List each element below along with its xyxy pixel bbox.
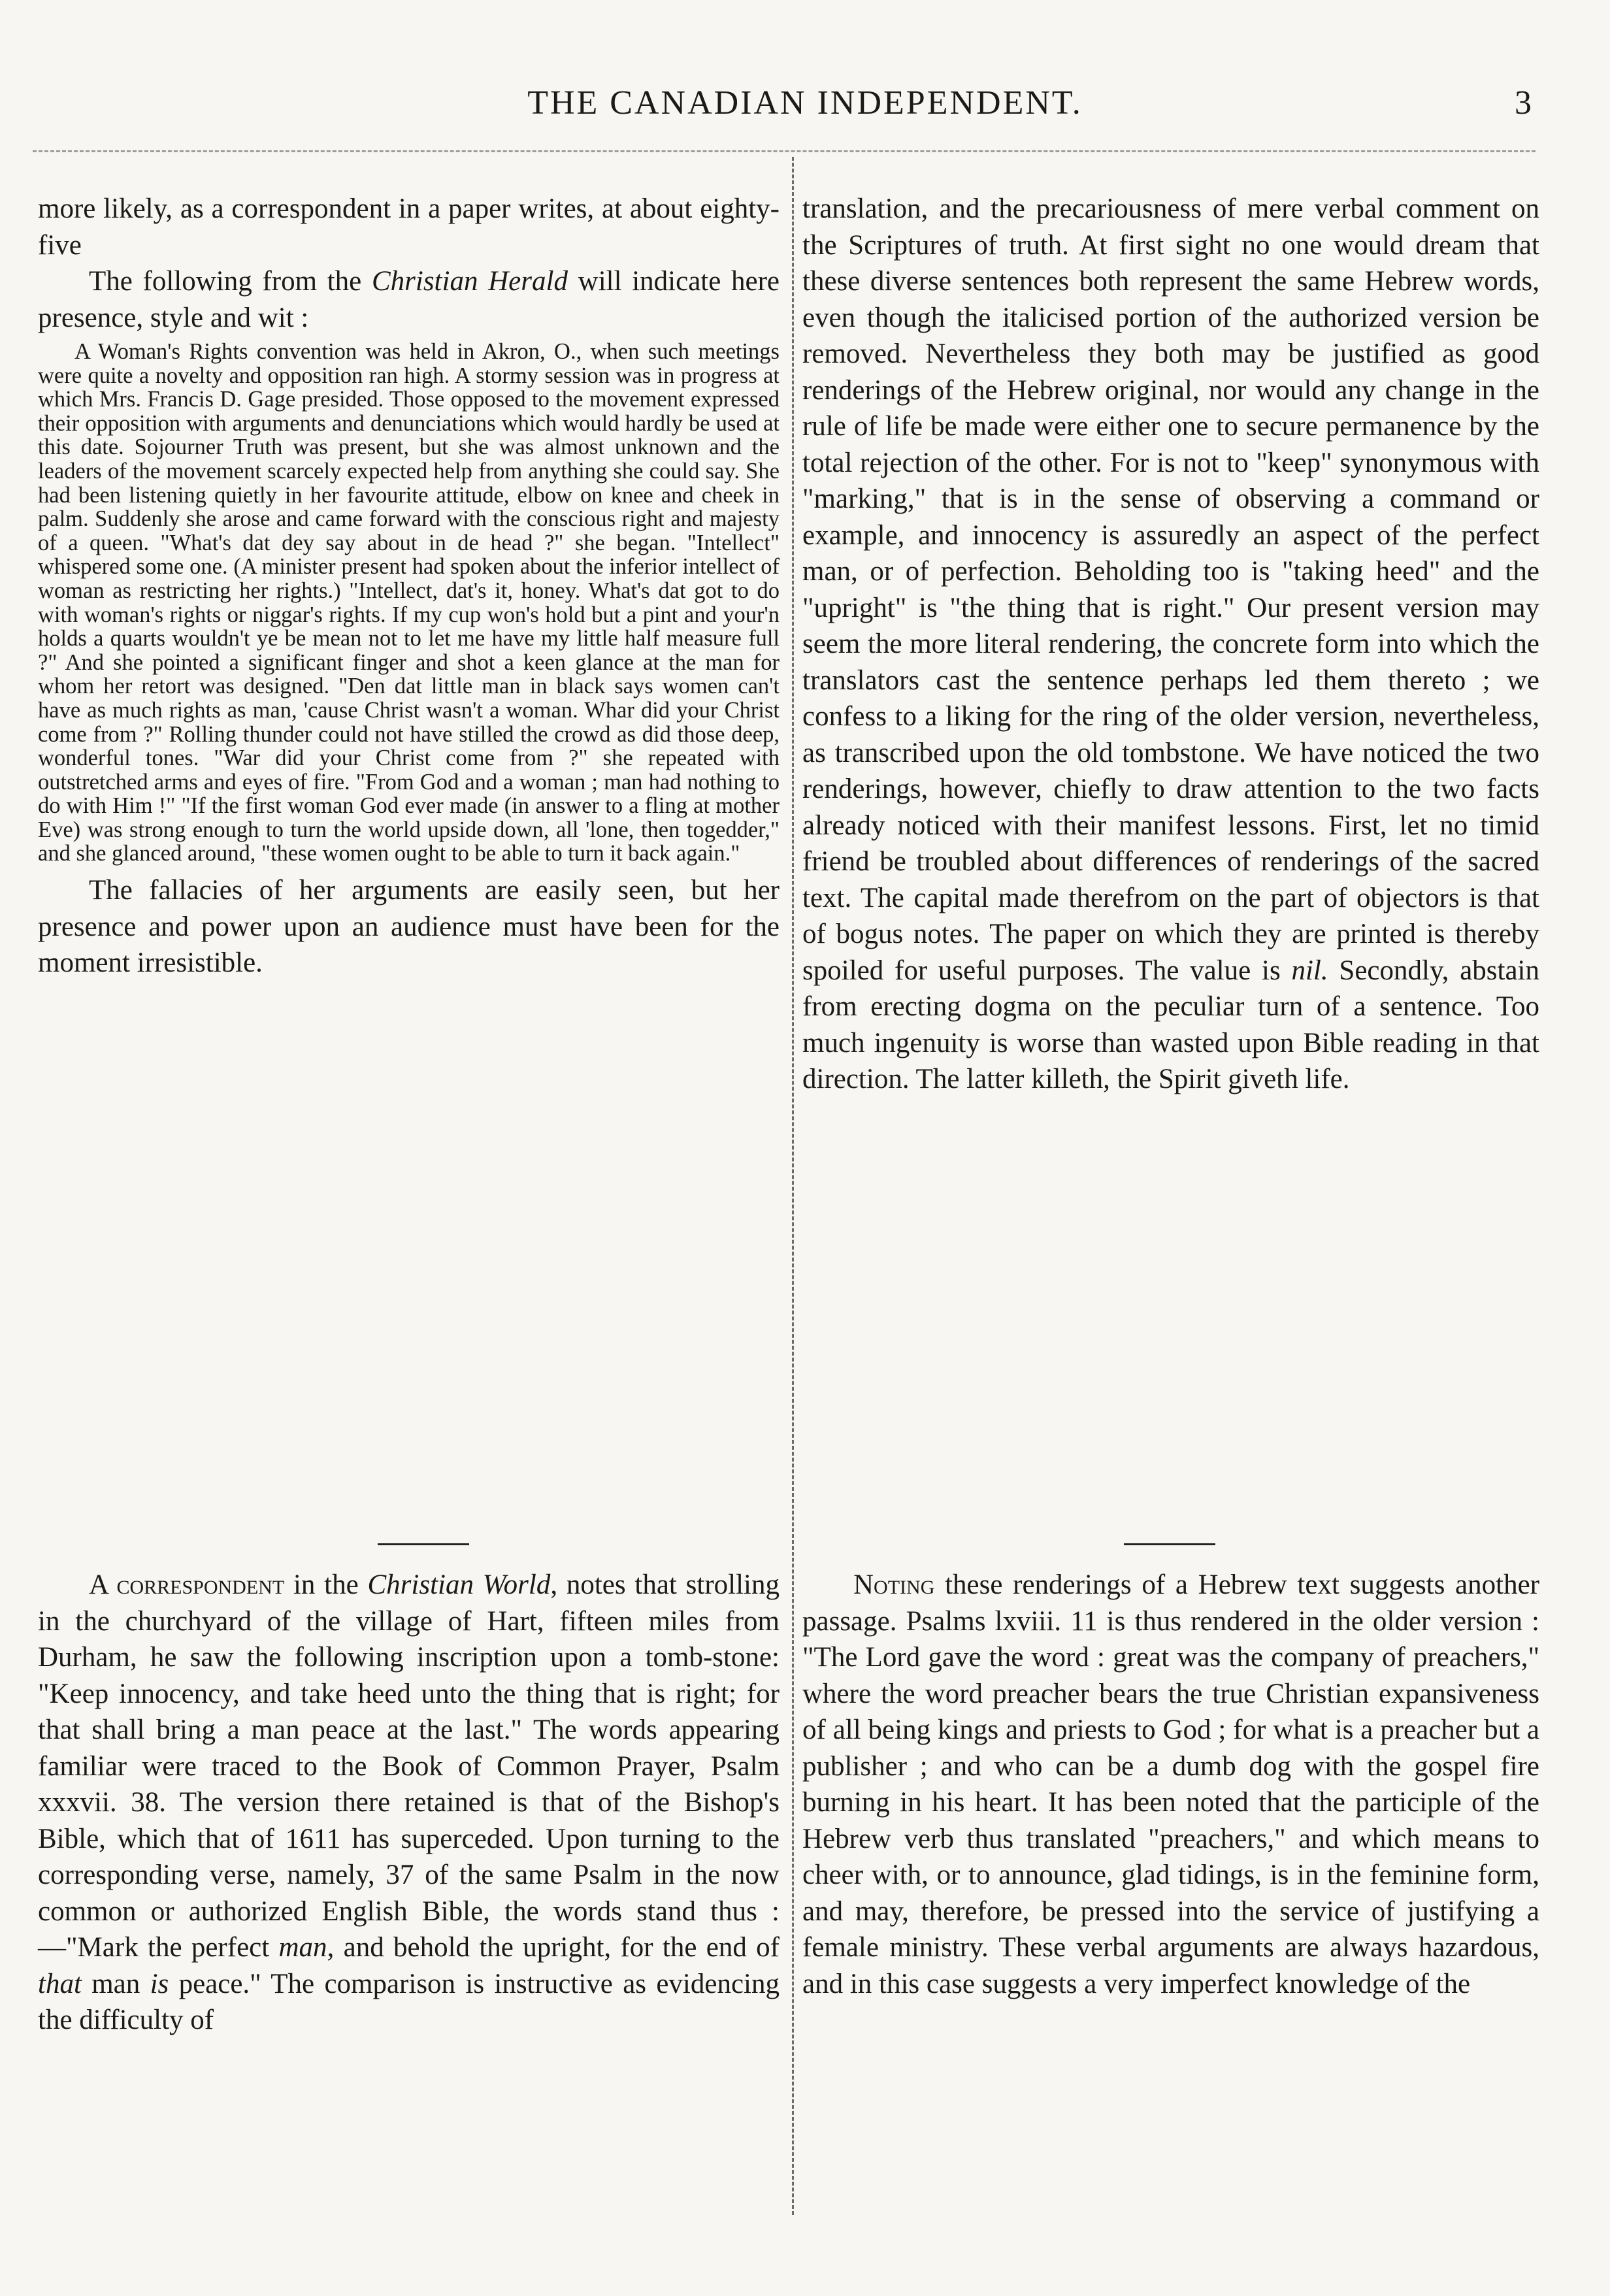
left-column-top bbox=[38, 191, 780, 981]
lead-small-caps: A correspondent bbox=[89, 1569, 285, 1600]
sojourner-truth-quote: A Woman's Rights convention was held in Akron, O., when such meetings were quite a novelty and opposition ran high. A stormy session was in progress at which Mrs. Francis D. Gage presided. Those opposed to the movement expressed their opposition with arguments and denunciations which would hardly be used at this date. Sojourner Truth was present, but she was almost unknown and the leaders of the movement scarcely expected help from anything she could say. She had been listening quietly in her favourite attitude, elbow on knee and cheek in palm. Suddenly she arose and came forward with the conscious right and majesty of a queen. "What's dat dey say about in de head ?" she began. "Intellect" whispered some one. (A minister present had spoken about the inferior intellect of woman as restricting her rights.) "Intellect, dat's it, honey. What's dat got to do with woman's rights or niggar's rights. If my cup won's hold but a pint and your'n holds a quarts wouldn't ye be mean not to let me have my little half measure full ?" And she pointed a significant finger and shot a keen glance at the man for whom her retort was designed. "Den dat little man in black says women can't have as much rights as man, 'cause Christ wasn't a woman. Whar did your Christ come from ?" Rolling thunder could not have stilled the crowd as did those deep, wonderful tones. "War did your Christ come from ?" she repeated with outstretched arms and eyes of fire. "From God and a woman ; man had nothing to do with Him !" "If the first woman God ever made (in answer to a fling at mother Eve) was strong enough to turn the world upside down, all 'lone, then togedder," and she glanced around, "these women ought to be able to turn it back again." bbox=[38, 339, 780, 866]
right-section-separator bbox=[1124, 1543, 1215, 1545]
right-para-1: translation, and the precariousness of mere verbal comment on the Scriptures of truth. At first sight no one would dream that these diverse sentences both represent the same Hebrew words, even though the italicised portion of the authorized version be removed. Nevertheless they both may be justified as good renderings of the Hebrew original, nor would any change in the rule of life be made were either one to secure permanence by the total rejection of the other. For is not to "keep" synonymous with "marking," that is in the sense of observing a command or example, and innocency is assuredly an aspect of the perfect man, or of perfection. Beholding too is "taking heed" and the "upright" is "the thing that is right." Our present version may seem the more literal rendering, the concrete form into which the translators cast the sentence perhaps led them thereto ; we confess to a liking for the ring of the older version, nevertheless, as transcribed upon the old tombstone. We have noticed the two renderings, however, chiefly to draw attention to the two facts already noticed with their manifest lessons. First, let no timid friend be troubled about differences of renderings of the sacred text. The capital made therefrom on the part of objectors is that of bogus notes. The paper on which they are printed is thereby spoiled for useful purposes. The value is nil. Secondly, abstain from erecting dogma on the peculiar turn of a sentence. Too much ingenuity is worse than wasted upon Bible reading in that direction. The latter killeth, the Spirit giveth life. bbox=[802, 193, 1539, 1094]
right-column-top bbox=[802, 191, 1539, 1098]
left-para-2: The following from the Christian Herald will indicate here presence, style and wit : bbox=[38, 266, 780, 333]
column-divider bbox=[792, 157, 794, 2215]
christian-world-title: Christian World bbox=[367, 1569, 551, 1600]
left-section-separator bbox=[378, 1543, 469, 1545]
christian-herald-title: Christian Herald bbox=[371, 266, 568, 297]
newspaper-title: THE CANADIAN INDEPENDENT. bbox=[527, 84, 1083, 122]
nil-italic: nil. bbox=[1291, 955, 1328, 986]
left-para-3: The fallacies of her arguments are easily seen, but her presence and power upon an audience must have been for the moment irresistible. bbox=[38, 875, 780, 979]
right-column-bottom bbox=[802, 1567, 1539, 2002]
header-rule bbox=[33, 150, 1536, 152]
page-number: 3 bbox=[1515, 84, 1532, 122]
lead-small-caps: Noting bbox=[853, 1569, 935, 1600]
left-column-bottom bbox=[38, 1567, 780, 2039]
correspondent-article: A correspondent in the Christian World, notes that strolling in the churchyard of the village of Hart, fifteen miles from Durham, he saw the following inscription upon a tomb-stone: "Keep innocency, and take heed unto the thing that is right; for that shall bring a man peace at the last." The words appearing familiar were traced to the Book of Common Prayer, Psalm xxxvii. 38. The version there retained is that of the Bishop's Bible, which that of 1611 has superceded. Upon turning to the corresponding verse, namely, 37 of the same Psalm in the now common or authorized English Bible, the words stand thus :—"Mark the perfect man, and behold the upright, for the end of that man is peace." The comparison is instructive as evidencing the difficulty of bbox=[38, 1569, 780, 2035]
left-para-1: more likely, as a correspondent in a paper writes, at about eighty-five bbox=[38, 193, 780, 261]
noting-article: Noting these renderings of a Hebrew text suggests another passage. Psalms lxviii. 11 is thus rendered in the older version : "The Lord gave the word : great was the company of preachers," where the word preacher bears the true Christian expansiveness of all being kings and priests to God ; for what is a preacher but a publisher ; and who can be a dumb dog with the gospel fire burning in his heart. It has been noted that the participle of the Hebrew verb thus translated "preachers," and which means to cheer with, or to announce, glad tidings, is in the feminine form, and may, therefore, be pressed into the service of justifying a female ministry. These verbal arguments are always hazardous, and in this case suggests a very imperfect knowledge of the bbox=[802, 1569, 1539, 1999]
page-header bbox=[0, 78, 1610, 131]
